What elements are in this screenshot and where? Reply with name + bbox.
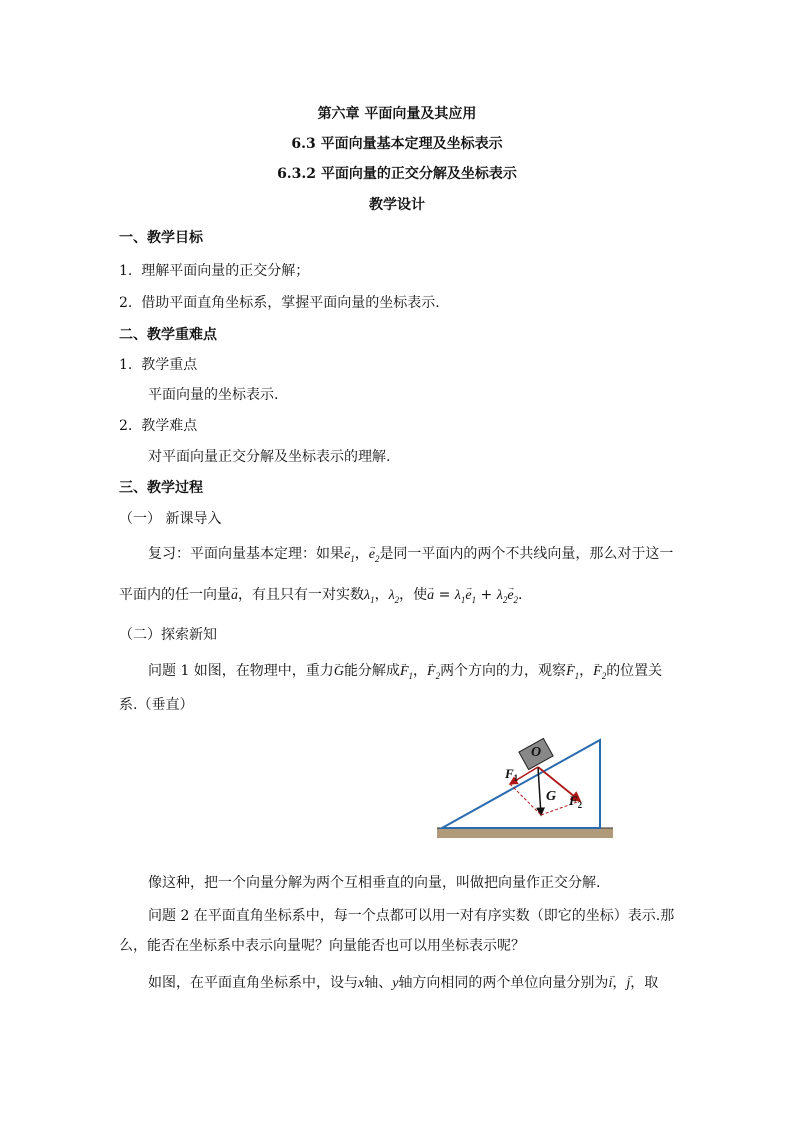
incline-force-figure bbox=[430, 730, 620, 850]
key-point-text: 平面向量的坐标表示. bbox=[148, 387, 279, 403]
lambda-2: $\lambda_2$ bbox=[388, 588, 400, 605]
subsection-title: 6.3.2 平面向量的正交分解及坐标表示 bbox=[277, 166, 517, 182]
vector-G: → G bbox=[334, 664, 344, 679]
difficult-point-label-text: 教学难点 bbox=[141, 418, 198, 434]
question-2-line-2: 么，能否在坐标系中表示向量呢？向量能否也可以用坐标表示呢？ bbox=[119, 938, 525, 954]
label-F1: $F_1$ bbox=[505, 766, 519, 783]
part-2-heading: （二）探索新知 bbox=[119, 627, 217, 643]
difficult-point-text: 对平面向量正交分解及坐标表示的理解. bbox=[148, 449, 391, 465]
lambda-1: $\lambda_1$ bbox=[364, 588, 375, 605]
vector-e2: → $e_2$ bbox=[369, 547, 380, 562]
key-point-number: 1. bbox=[119, 357, 133, 373]
section-title: 6.3 平面向量基本定理及坐标表示 bbox=[291, 136, 503, 152]
objective-2-text: 借助平面直角坐标系，掌握平面向量的坐标表示. bbox=[141, 295, 440, 311]
objective-1-text: 理解平面向量的正交分解； bbox=[141, 263, 310, 279]
vector-e1: → $e_1$ bbox=[344, 547, 355, 562]
label-F2: $F_2$ bbox=[569, 793, 583, 810]
vector-j: → j bbox=[626, 976, 630, 991]
ground bbox=[437, 828, 613, 838]
heading-key-difficult: 二、教学重难点 bbox=[119, 327, 217, 343]
equation-e1: → $e_1$ bbox=[465, 588, 476, 603]
key-point-label-text: 教学重点 bbox=[141, 357, 198, 373]
doc-title: 教学设计 bbox=[369, 197, 425, 213]
question-2-line-1: 问题 2 在平面直角坐标系中，每一个点都可以用一对有序实数（即它的坐标）表示.那 bbox=[148, 908, 675, 924]
vector-i: → i bbox=[608, 976, 612, 991]
axis-y: y bbox=[392, 976, 399, 991]
review-line-1: 复习：平面向量基本定理：如果→ $e_1$，→ $e_2$是同一平面内的两个不共线向量，那么对于这一 bbox=[148, 545, 673, 568]
equation-a: → a bbox=[427, 588, 434, 603]
part-1-heading: （一） 新课导入 bbox=[119, 511, 222, 527]
question-1-line-1: 问题 1 如图，在物理中，重力→ G能分解成→ $F_1$，→ $F_2$两个方向的力，观察→ $F_1$，→ $F_2$的位置关 bbox=[148, 662, 662, 685]
objective-1 bbox=[119, 262, 309, 280]
objective-2-number: 2. bbox=[119, 295, 133, 311]
question-1-line-2: 系.（垂直） bbox=[119, 697, 194, 713]
chapter-title: 第六章 平面向量及其应用 bbox=[317, 106, 477, 122]
vector-a: → a bbox=[231, 588, 238, 603]
label-O: O bbox=[531, 745, 542, 760]
objective-2 bbox=[119, 294, 440, 312]
heading-objectives: 一、教学目标 bbox=[119, 230, 203, 246]
axis-x: x bbox=[358, 976, 365, 991]
key-point-label bbox=[119, 356, 197, 374]
heading-process: 三、教学过程 bbox=[119, 480, 203, 496]
difficult-point-number: 2. bbox=[119, 418, 133, 434]
difficult-point-label bbox=[119, 417, 197, 435]
equation-e2: → $e_2$ bbox=[507, 588, 518, 603]
vector-F2: → $F_2$ bbox=[427, 664, 440, 679]
orthogonal-definition: 像这种，把一个向量分解为两个互相垂直的向量，叫做把向量作正交分解. bbox=[148, 875, 601, 891]
review-line-2: 平面内的任一向量→ a，有且只有一对实数$\lambda_1$，$\lambda_2$，使→ $a = \lambda_1\to e_1 + \lambda_2\to e_2$. bbox=[119, 586, 522, 609]
final-paragraph: 如图，在平面直角坐标系中，设与x轴、y轴方向相同的两个单位向量分别为→ i，→ j，取 bbox=[148, 974, 658, 993]
vector-F1: → $F_1$ bbox=[400, 664, 413, 679]
objective-1-number: 1. bbox=[119, 263, 133, 279]
label-G: G bbox=[546, 789, 557, 804]
